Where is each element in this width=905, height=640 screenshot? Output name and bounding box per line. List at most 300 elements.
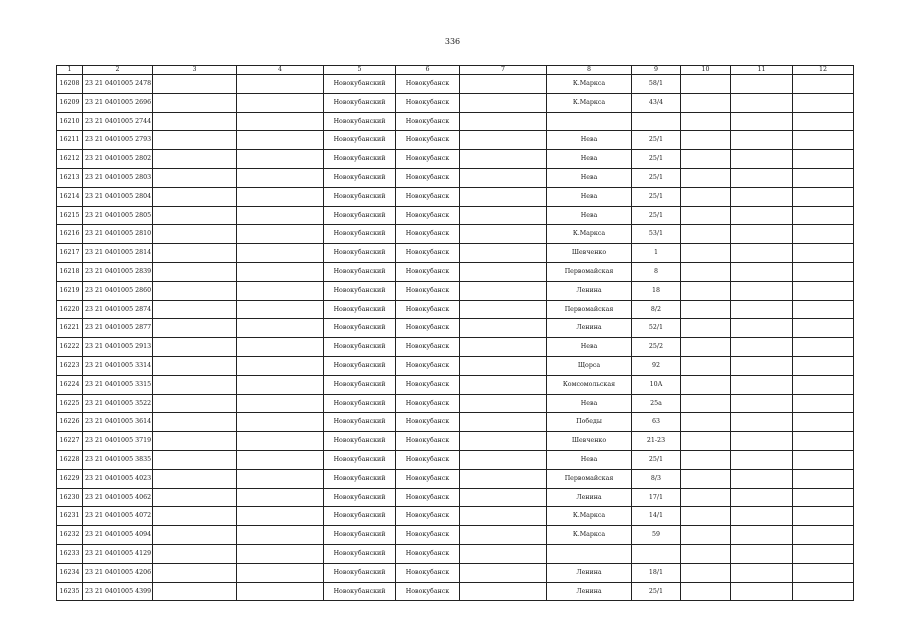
- cell-city: Новокубанск: [396, 150, 460, 169]
- cell-district: Новокубанский: [324, 507, 396, 526]
- cell-district: Новокубанский: [324, 544, 396, 563]
- cell-house-number: 52/1: [632, 319, 681, 338]
- cell-house-number: 92: [632, 356, 681, 375]
- cell-col-10: [681, 112, 731, 131]
- cell-house-number: 63: [632, 413, 681, 432]
- cell-col-12: [793, 507, 854, 526]
- column-header-10: 10: [681, 66, 731, 75]
- cell-col-11: [731, 488, 793, 507]
- cell-col-11: [731, 526, 793, 545]
- cell-city: Новокубанск: [396, 563, 460, 582]
- cell-house-number: 43/4: [632, 93, 681, 112]
- cell-cadastral-number: 23 21 0401005 2744: [83, 112, 153, 131]
- cell-col-10: [681, 356, 731, 375]
- cell-street: [547, 544, 632, 563]
- cell-col-10: [681, 131, 731, 150]
- cell-house-number: 25/1: [632, 582, 681, 601]
- cell-cadastral-number: 23 21 0401005 2696: [83, 93, 153, 112]
- cell-street: К.Маркса: [547, 507, 632, 526]
- cell-cadastral-number: 23 21 0401005 2874: [83, 300, 153, 319]
- cell-col-12: [793, 75, 854, 94]
- cell-district: Новокубанский: [324, 112, 396, 131]
- cell-street: Ленина: [547, 563, 632, 582]
- cell-col-11: [731, 300, 793, 319]
- cell-col-10: [681, 563, 731, 582]
- column-header-11: 11: [731, 66, 793, 75]
- table-row: [57, 150, 854, 169]
- cell-col-4: [237, 413, 324, 432]
- cell-house-number: 59: [632, 526, 681, 545]
- cell-street: Нева: [547, 394, 632, 413]
- table-row: [57, 450, 854, 469]
- cell-col-3: [153, 544, 237, 563]
- cell-cadastral-number: 23 21 0401005 2839: [83, 262, 153, 281]
- cell-col-11: [731, 338, 793, 357]
- table-row: [57, 168, 854, 187]
- cell-street: Шевченко: [547, 432, 632, 451]
- column-header-2: 2: [83, 66, 153, 75]
- cell-district: Новокубанский: [324, 469, 396, 488]
- column-header-6: 6: [396, 66, 460, 75]
- cell-col-3: [153, 319, 237, 338]
- cell-city: Новокубанск: [396, 75, 460, 94]
- cell-cadastral-number: 23 21 0401005 2478: [83, 75, 153, 94]
- cell-col-4: [237, 394, 324, 413]
- table-row: [57, 244, 854, 263]
- cell-col-11: [731, 394, 793, 413]
- column-header-5: 5: [324, 66, 396, 75]
- cell-col-7: [460, 281, 547, 300]
- cell-col-3: [153, 507, 237, 526]
- cell-col-3: [153, 488, 237, 507]
- cell-col-12: [793, 187, 854, 206]
- cell-col-10: [681, 338, 731, 357]
- cell-street: К.Маркса: [547, 225, 632, 244]
- cell-col-4: [237, 356, 324, 375]
- column-header-9: 9: [632, 66, 681, 75]
- cell-col-10: [681, 206, 731, 225]
- cell-col-7: [460, 338, 547, 357]
- table-row: [57, 582, 854, 601]
- cell-col-4: [237, 168, 324, 187]
- cell-house-number: 25а: [632, 394, 681, 413]
- cell-house-number: [632, 544, 681, 563]
- table-row: [57, 281, 854, 300]
- cell-col-4: [237, 187, 324, 206]
- cell-district: Новокубанский: [324, 300, 396, 319]
- cell-house-number: 25/1: [632, 131, 681, 150]
- cell-house-number: 25/2: [632, 338, 681, 357]
- cell-row-number: 16214: [57, 187, 83, 206]
- cell-col-11: [731, 582, 793, 601]
- cell-cadastral-number: 23 21 0401005 4399: [83, 582, 153, 601]
- cell-street: Нева: [547, 168, 632, 187]
- cell-street: Первомайская: [547, 300, 632, 319]
- cell-col-12: [793, 375, 854, 394]
- cell-col-4: [237, 112, 324, 131]
- cell-col-7: [460, 432, 547, 451]
- cell-col-3: [153, 338, 237, 357]
- cell-col-12: [793, 112, 854, 131]
- cell-col-12: [793, 488, 854, 507]
- cell-street: Ленина: [547, 319, 632, 338]
- cell-col-11: [731, 469, 793, 488]
- cell-col-10: [681, 394, 731, 413]
- cell-house-number: 58/1: [632, 75, 681, 94]
- cell-row-number: 16213: [57, 168, 83, 187]
- cell-col-10: [681, 526, 731, 545]
- cell-col-3: [153, 206, 237, 225]
- cell-col-3: [153, 469, 237, 488]
- cell-row-number: 16223: [57, 356, 83, 375]
- table-row: [57, 544, 854, 563]
- cell-col-7: [460, 131, 547, 150]
- cell-house-number: 18: [632, 281, 681, 300]
- cell-col-3: [153, 244, 237, 263]
- column-header-8: 8: [547, 66, 632, 75]
- cell-col-12: [793, 319, 854, 338]
- cell-city: Новокубанск: [396, 281, 460, 300]
- cell-col-4: [237, 375, 324, 394]
- cell-city: Новокубанск: [396, 338, 460, 357]
- cell-street: К.Маркса: [547, 526, 632, 545]
- cell-cadastral-number: 23 21 0401005 2804: [83, 187, 153, 206]
- cell-col-4: [237, 526, 324, 545]
- cell-col-3: [153, 300, 237, 319]
- cell-city: Новокубанск: [396, 356, 460, 375]
- table-row: [57, 469, 854, 488]
- cell-row-number: 16215: [57, 206, 83, 225]
- cell-street: Победы: [547, 413, 632, 432]
- table-row: [57, 131, 854, 150]
- cell-district: Новокубанский: [324, 394, 396, 413]
- cell-col-10: [681, 262, 731, 281]
- cell-col-12: [793, 469, 854, 488]
- cell-row-number: 16222: [57, 338, 83, 357]
- cell-city: Новокубанск: [396, 375, 460, 394]
- cell-cadastral-number: 23 21 0401005 2803: [83, 168, 153, 187]
- page-number: 336: [444, 37, 461, 46]
- cell-col-10: [681, 450, 731, 469]
- cell-house-number: 8: [632, 262, 681, 281]
- cell-col-12: [793, 206, 854, 225]
- cell-street: Первомайская: [547, 262, 632, 281]
- cell-city: Новокубанск: [396, 450, 460, 469]
- cell-cadastral-number: 23 21 0401005 2877: [83, 319, 153, 338]
- cell-district: Новокубанский: [324, 356, 396, 375]
- cell-row-number: 16227: [57, 432, 83, 451]
- cell-row-number: 16229: [57, 469, 83, 488]
- cell-house-number: 18/1: [632, 563, 681, 582]
- cell-col-4: [237, 281, 324, 300]
- cell-col-11: [731, 544, 793, 563]
- cell-col-11: [731, 281, 793, 300]
- cell-col-11: [731, 131, 793, 150]
- cell-district: Новокубанский: [324, 338, 396, 357]
- cell-col-12: [793, 131, 854, 150]
- cell-col-12: [793, 356, 854, 375]
- cell-city: Новокубанск: [396, 187, 460, 206]
- cell-col-11: [731, 507, 793, 526]
- cell-col-10: [681, 300, 731, 319]
- cell-col-12: [793, 526, 854, 545]
- cell-city: Новокубанск: [396, 300, 460, 319]
- cell-col-4: [237, 225, 324, 244]
- cell-col-4: [237, 488, 324, 507]
- cell-col-4: [237, 544, 324, 563]
- cell-col-12: [793, 168, 854, 187]
- cell-col-12: [793, 544, 854, 563]
- cell-col-11: [731, 432, 793, 451]
- cell-col-7: [460, 544, 547, 563]
- cell-col-12: [793, 225, 854, 244]
- cell-col-12: [793, 150, 854, 169]
- table-header: [57, 66, 854, 75]
- cell-district: Новокубанский: [324, 75, 396, 94]
- cell-district: Новокубанский: [324, 375, 396, 394]
- cell-col-4: [237, 93, 324, 112]
- cell-col-12: [793, 582, 854, 601]
- cell-col-3: [153, 450, 237, 469]
- cell-district: Новокубанский: [324, 93, 396, 112]
- cell-city: Новокубанск: [396, 432, 460, 451]
- cell-col-12: [793, 300, 854, 319]
- cell-street: Первомайская: [547, 469, 632, 488]
- table-row: [57, 338, 854, 357]
- cell-cadastral-number: 23 21 0401005 4023: [83, 469, 153, 488]
- cell-city: Новокубанск: [396, 488, 460, 507]
- cell-col-3: [153, 187, 237, 206]
- cell-row-number: 16224: [57, 375, 83, 394]
- cell-city: Новокубанск: [396, 582, 460, 601]
- cell-col-4: [237, 469, 324, 488]
- cell-col-11: [731, 225, 793, 244]
- cell-col-3: [153, 582, 237, 601]
- cell-city: Новокубанск: [396, 544, 460, 563]
- cell-cadastral-number: 23 21 0401005 4206: [83, 563, 153, 582]
- table-row: [57, 300, 854, 319]
- cell-col-3: [153, 75, 237, 94]
- cell-cadastral-number: 23 21 0401005 3314: [83, 356, 153, 375]
- cell-col-10: [681, 375, 731, 394]
- cell-col-3: [153, 93, 237, 112]
- cell-row-number: 16212: [57, 150, 83, 169]
- cell-row-number: 16225: [57, 394, 83, 413]
- cell-street: Ленина: [547, 281, 632, 300]
- cell-col-11: [731, 413, 793, 432]
- cell-col-4: [237, 244, 324, 263]
- cell-col-11: [731, 187, 793, 206]
- cell-col-12: [793, 432, 854, 451]
- cell-col-12: [793, 413, 854, 432]
- cell-col-7: [460, 413, 547, 432]
- cell-district: Новокубанский: [324, 319, 396, 338]
- cell-city: Новокубанск: [396, 469, 460, 488]
- cell-street: Нева: [547, 187, 632, 206]
- cell-col-3: [153, 168, 237, 187]
- column-header-4: 4: [237, 66, 324, 75]
- cell-col-12: [793, 244, 854, 263]
- cell-col-11: [731, 150, 793, 169]
- cell-col-11: [731, 206, 793, 225]
- cell-col-7: [460, 150, 547, 169]
- cell-row-number: 16220: [57, 300, 83, 319]
- column-header-1: 1: [57, 66, 83, 75]
- cell-col-11: [731, 356, 793, 375]
- cell-col-12: [793, 281, 854, 300]
- cell-row-number: 16228: [57, 450, 83, 469]
- cell-district: Новокубанский: [324, 187, 396, 206]
- cell-cadastral-number: 23 21 0401005 2793: [83, 131, 153, 150]
- cell-row-number: 16226: [57, 413, 83, 432]
- cell-cadastral-number: 23 21 0401005 2860: [83, 281, 153, 300]
- cell-cadastral-number: 23 21 0401005 2805: [83, 206, 153, 225]
- cell-cadastral-number: 23 21 0401005 2814: [83, 244, 153, 263]
- cell-col-7: [460, 187, 547, 206]
- table-row: [57, 394, 854, 413]
- cell-col-3: [153, 394, 237, 413]
- cell-house-number: 53/1: [632, 225, 681, 244]
- cell-col-7: [460, 93, 547, 112]
- cell-city: Новокубанск: [396, 319, 460, 338]
- table-row: [57, 112, 854, 131]
- cell-cadastral-number: 23 21 0401005 3315: [83, 375, 153, 394]
- cell-col-4: [237, 338, 324, 357]
- table-row: [57, 526, 854, 545]
- table-row: [57, 225, 854, 244]
- cell-col-10: [681, 93, 731, 112]
- cell-street: Шевченко: [547, 244, 632, 263]
- cell-cadastral-number: 23 21 0401005 3835: [83, 450, 153, 469]
- cell-cadastral-number: 23 21 0401005 3719: [83, 432, 153, 451]
- cell-col-12: [793, 450, 854, 469]
- cell-row-number: 16216: [57, 225, 83, 244]
- cell-col-11: [731, 319, 793, 338]
- cell-col-4: [237, 150, 324, 169]
- cell-house-number: 25/1: [632, 150, 681, 169]
- cell-district: Новокубанский: [324, 262, 396, 281]
- cell-house-number: 10А: [632, 375, 681, 394]
- cell-city: Новокубанск: [396, 507, 460, 526]
- cell-city: Новокубанск: [396, 168, 460, 187]
- cell-street: Нева: [547, 450, 632, 469]
- cell-col-4: [237, 450, 324, 469]
- cell-col-10: [681, 469, 731, 488]
- cell-col-3: [153, 281, 237, 300]
- table-row: [57, 507, 854, 526]
- cell-col-10: [681, 244, 731, 263]
- cell-col-7: [460, 356, 547, 375]
- column-header-12: 12: [793, 66, 854, 75]
- cell-col-4: [237, 75, 324, 94]
- cell-row-number: 16211: [57, 131, 83, 150]
- cell-col-3: [153, 526, 237, 545]
- cell-row-number: 16235: [57, 582, 83, 601]
- cell-cadastral-number: 23 21 0401005 4094: [83, 526, 153, 545]
- table-row: [57, 75, 854, 94]
- cell-col-7: [460, 319, 547, 338]
- cell-col-11: [731, 75, 793, 94]
- cell-cadastral-number: 23 21 0401005 3614: [83, 413, 153, 432]
- cell-col-4: [237, 432, 324, 451]
- cell-row-number: 16219: [57, 281, 83, 300]
- cell-house-number: 25/1: [632, 206, 681, 225]
- cell-col-7: [460, 526, 547, 545]
- cell-col-7: [460, 469, 547, 488]
- cell-row-number: 16218: [57, 262, 83, 281]
- cell-col-7: [460, 75, 547, 94]
- table-body: [57, 75, 854, 601]
- cell-city: Новокубанск: [396, 112, 460, 131]
- cell-col-4: [237, 300, 324, 319]
- cell-cadastral-number: 23 21 0401005 4072: [83, 507, 153, 526]
- cell-col-3: [153, 131, 237, 150]
- cell-col-7: [460, 225, 547, 244]
- cell-col-10: [681, 488, 731, 507]
- cell-city: Новокубанск: [396, 131, 460, 150]
- header-row: [57, 66, 854, 75]
- cell-house-number: 25/1: [632, 168, 681, 187]
- cell-house-number: 14/1: [632, 507, 681, 526]
- table-row: [57, 187, 854, 206]
- cell-col-4: [237, 131, 324, 150]
- table-row: [57, 356, 854, 375]
- cell-row-number: 16209: [57, 93, 83, 112]
- cell-col-7: [460, 563, 547, 582]
- cell-cadastral-number: 23 21 0401005 2810: [83, 225, 153, 244]
- cell-col-7: [460, 394, 547, 413]
- table-row: [57, 563, 854, 582]
- table-row: [57, 319, 854, 338]
- cell-col-3: [153, 375, 237, 394]
- cell-cadastral-number: 23 21 0401005 2913: [83, 338, 153, 357]
- cell-row-number: 16231: [57, 507, 83, 526]
- cell-col-10: [681, 75, 731, 94]
- table-row: [57, 375, 854, 394]
- cell-city: Новокубанск: [396, 244, 460, 263]
- cell-col-3: [153, 112, 237, 131]
- cell-col-7: [460, 262, 547, 281]
- cell-street: [547, 112, 632, 131]
- cell-col-3: [153, 262, 237, 281]
- cell-house-number: [632, 112, 681, 131]
- cell-col-10: [681, 582, 731, 601]
- cell-city: Новокубанск: [396, 262, 460, 281]
- cell-col-11: [731, 450, 793, 469]
- cell-city: Новокубанск: [396, 93, 460, 112]
- cell-street: Ленина: [547, 488, 632, 507]
- cell-district: Новокубанский: [324, 131, 396, 150]
- cell-col-7: [460, 582, 547, 601]
- cell-col-10: [681, 413, 731, 432]
- cell-cadastral-number: 23 21 0401005 4062: [83, 488, 153, 507]
- cell-house-number: 8/3: [632, 469, 681, 488]
- cell-col-11: [731, 262, 793, 281]
- cell-col-11: [731, 244, 793, 263]
- cell-col-3: [153, 150, 237, 169]
- table-row: [57, 432, 854, 451]
- cell-district: Новокубанский: [324, 150, 396, 169]
- cell-col-12: [793, 338, 854, 357]
- cell-col-10: [681, 225, 731, 244]
- cell-city: Новокубанск: [396, 394, 460, 413]
- cell-house-number: 17/1: [632, 488, 681, 507]
- cell-street: Нева: [547, 338, 632, 357]
- cell-row-number: 16234: [57, 563, 83, 582]
- cell-col-7: [460, 244, 547, 263]
- cell-district: Новокубанский: [324, 488, 396, 507]
- cell-row-number: 16230: [57, 488, 83, 507]
